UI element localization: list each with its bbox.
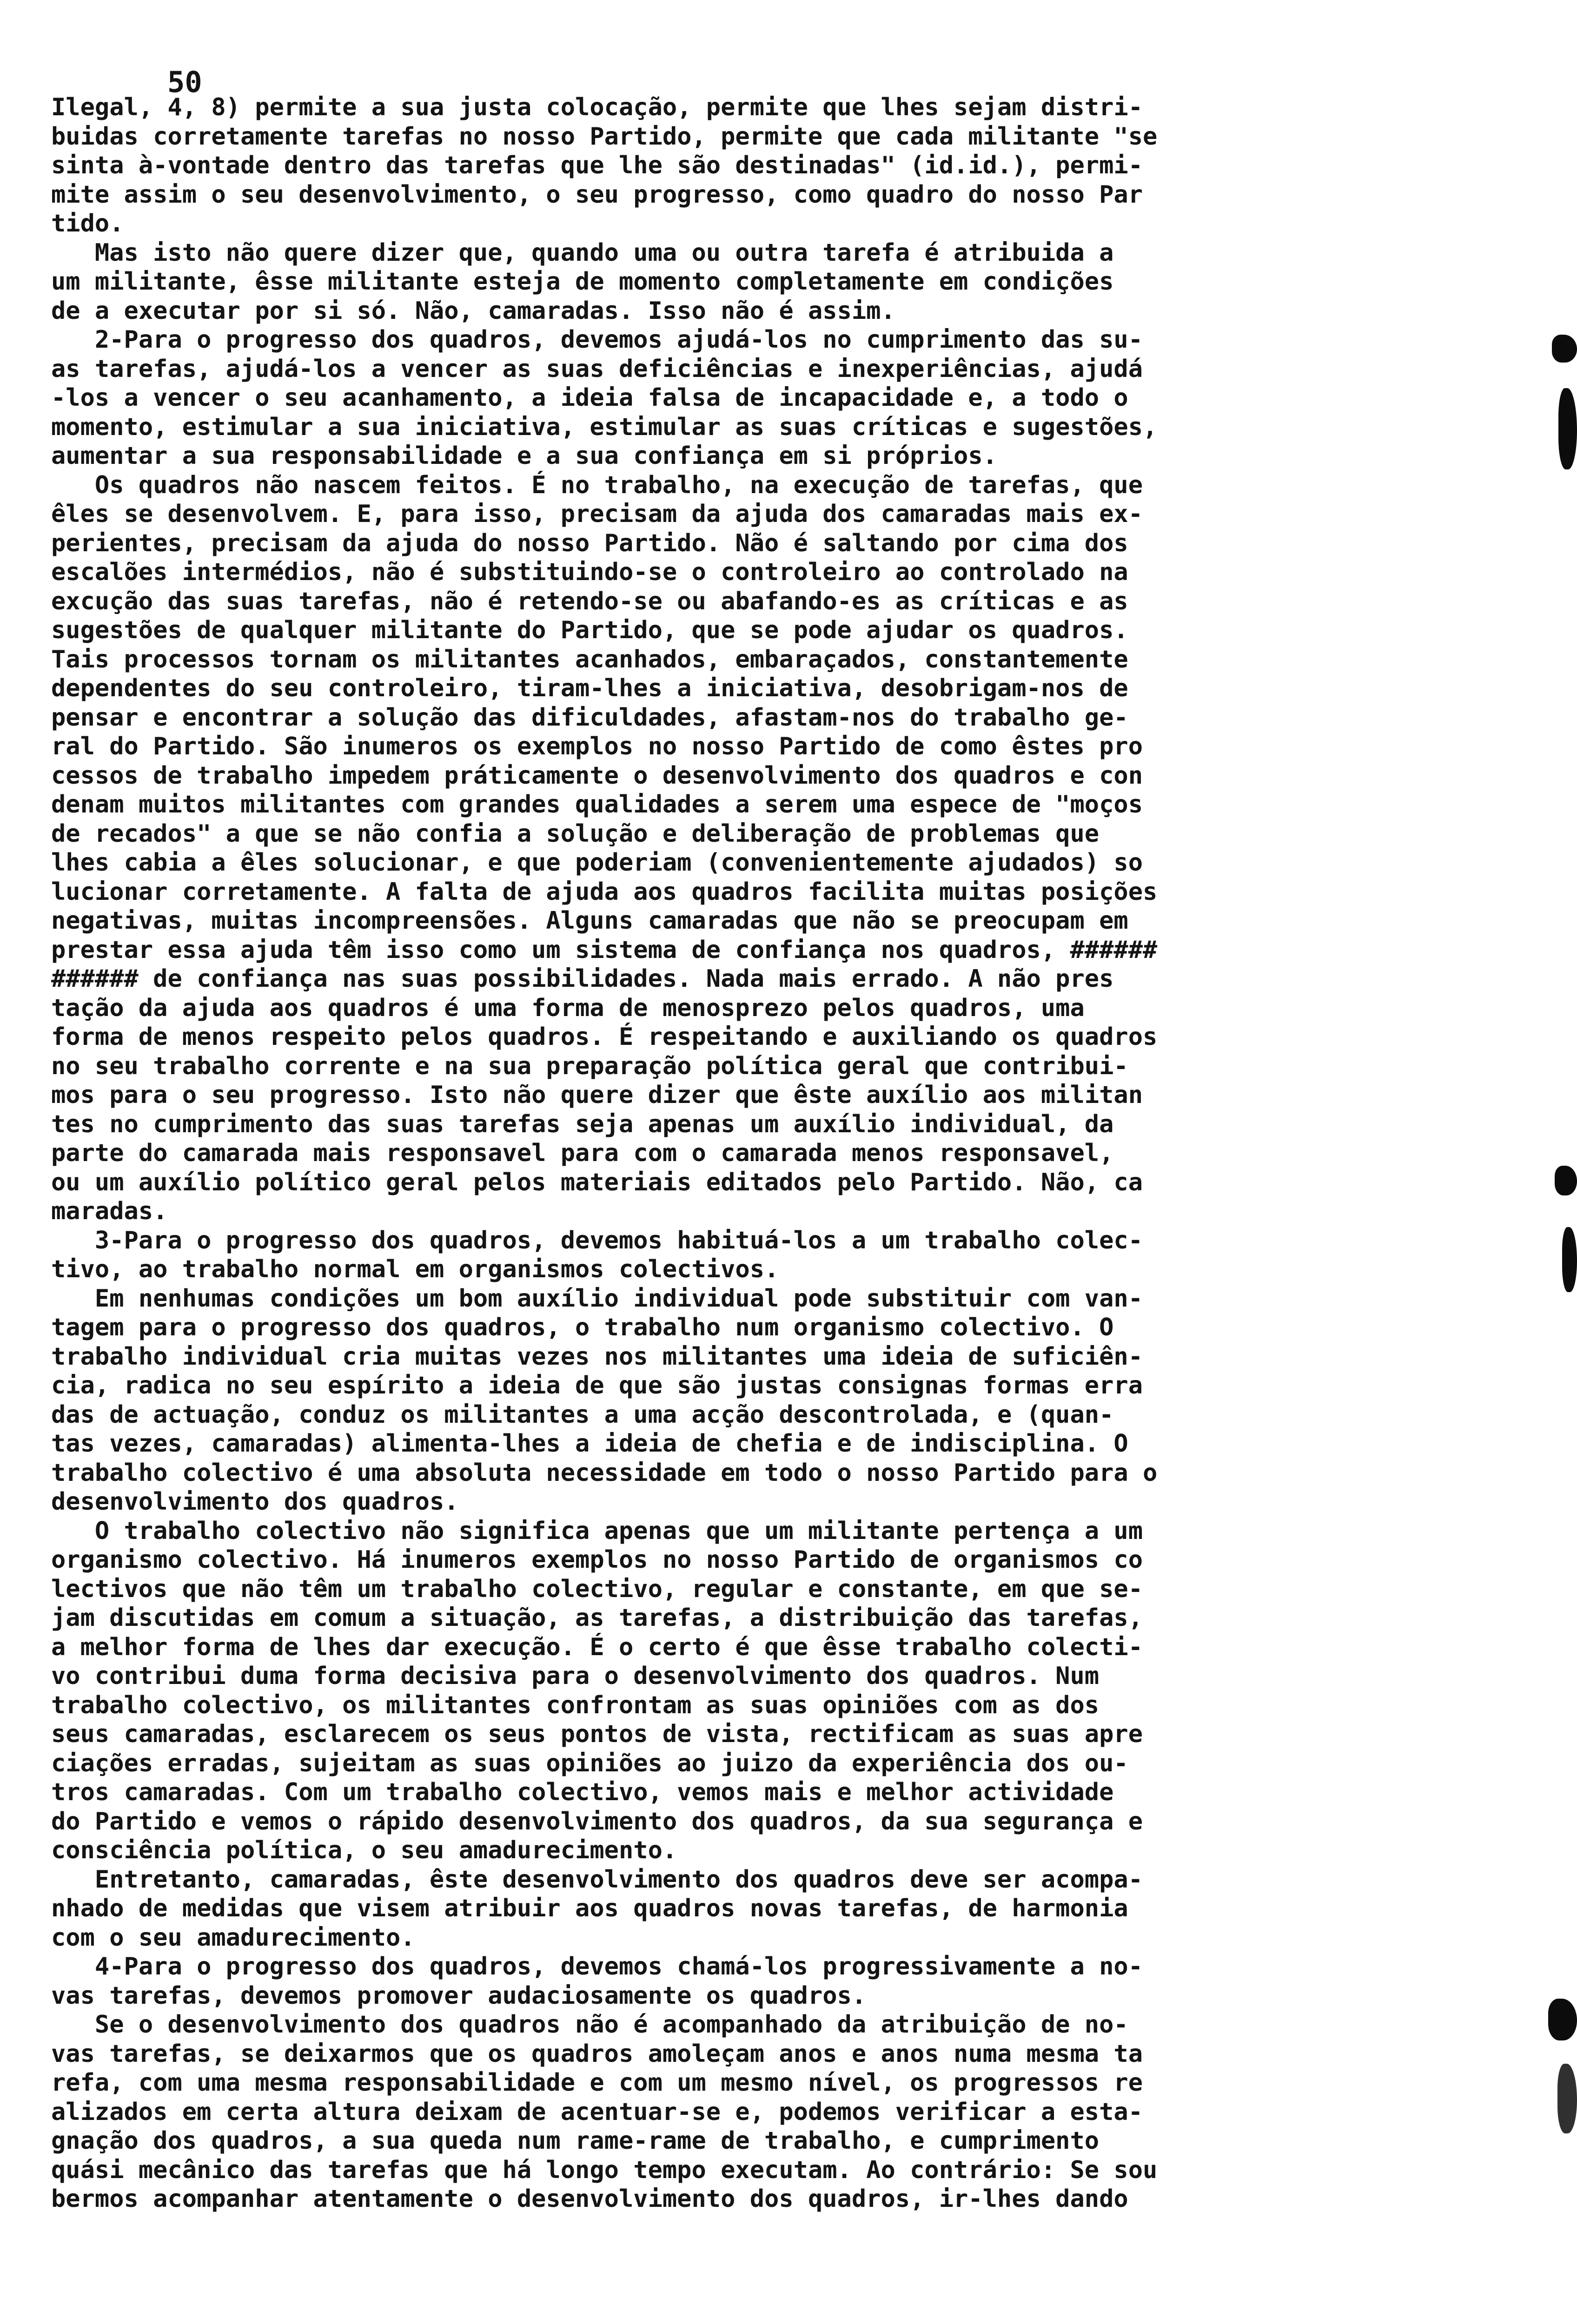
page-number: 50 [167, 65, 202, 99]
binder-hole-mark [1558, 388, 1577, 469]
binder-hole-mark [1548, 1999, 1577, 2040]
binder-hole-mark [1555, 1166, 1577, 1195]
binder-hole-mark [1552, 335, 1577, 363]
document-body-text: Ilegal, 4, 8) permite a sua justa colocação, permite que lhes sejam distri- buidas corretamente tarefas no nosso Partido, permite que cada militante "se sinta à-vontade dentro das tarefas que lhe são destinadas" (id.id.), permi- mite assim o seu desenvolvimento, o seu progresso, como quadro do nosso Par tido. Mas isto não quere dizer que, quando uma ou outra tarefa é atribuida a um militante, êsse militante esteja de momento completamente em condições de a executar por si só. Não, camaradas. Isso não é assim. 2-Para o progresso dos quadros, devemos ajudá-los no cumprimento das su- as tarefas, ajudá-los a vencer as suas deficiências e inexperiências, ajudá -los a vencer o seu acanhamento, a ideia falsa de incapacidade e, a todo o momento, estimular a sua iniciativa, estimular as suas críticas e sugestões, aumentar a sua responsabilidade e a sua confiança em si próprios. Os quadros não nascem feitos. É no trabalho, na execução de tarefas, que êles se desenvolvem. E, para isso, precisam da ajuda dos camaradas mais ex- perientes, precisam da ajuda do nosso Partido. Não é saltando por cima dos escalões intermédios, não é substituindo-se o controleiro ao controlado na excução das suas tarefas, não é retendo-se ou abafando-es as críticas e as sugestões de qualquer militante do Partido, que se pode ajudar os quadros. Tais processos tornam os militantes acanhados, embaraçados, constantemente dependentes do seu controleiro, tiram-lhes a iniciativa, desobrigam-nos de pensar e encontrar a solução das dificuldades, afastam-nos do trabalho ge- ral do Partido. São inumeros os exemplos no nosso Partido de como êstes pro cessos de trabalho impedem práticamente o desenvolvimento dos quadros e con denam muitos militantes com grandes qualidades a serem uma espece de "moços de recados" a que se não confia a solução e deliberação de problemas que lhes cabia a êles solucionar, e que poderiam (convenientemente ajudados) so lucionar corretamente. A falta de ajuda aos quadros facilita muitas posições negativas, muitas incompreensões. Alguns camaradas que não se preocupam em prestar essa ajuda têm isso como um sistema de confiança nos quadros, ###### ###### de confiança nas suas possibilidades. Nada mais errado. A não pres tação da ajuda aos quadros é uma forma de menosprezo pelos quadros, uma forma de menos respeito pelos quadros. É respeitando e auxiliando os quadros no seu trabalho corrente e na sua preparação política geral que contribui- mos para o seu progresso. Isto não quere dizer que êste auxílio aos militan tes no cumprimento das suas tarefas seja apenas um auxílio individual, da parte do camarada mais responsavel para com o camarada menos responsavel, ou um auxílio político geral pelos materiais editados pelo Partido. Não, ca maradas. 3-Para o progresso dos quadros, devemos habituá-los a um trabalho colec- tivo, ao trabalho normal em organismos colectivos. Em nenhumas condições um bom auxílio individual pode substituir com van- tagem para o progresso dos quadros, o trabalho num organismo colectivo. O trabalho individual cria muitas vezes nos militantes uma ideia de suficiên- cia, radica no seu espírito a ideia de que são justas consignas formas erra das de actuação, conduz os militantes a uma acção descontrolada, e (quan- tas vezes, camaradas) alimenta-lhes a ideia de chefia e de indisciplina. O trabalho colectivo é uma absoluta necessidade em todo o nosso Partido para o desenvolvimento dos quadros. O trabalho colectivo não significa apenas que um militante pertença a um organismo colectivo. Há inumeros exemplos no nosso Partido de organismos co lectivos que não têm um trabalho colectivo, regular e constante, em que se- jam discutidas em comum a situação, as tarefas, a distribuição das tarefas, a melhor forma de lhes dar execução. É o certo é que êsse trabalho colecti- vo contribui duma forma decisiva para o desenvolvimento dos quadros. Num trabalho colectivo, os militantes confrontam as suas opiniões com as dos seus camaradas, esclarecem os seus pontos de vista, rectificam as suas apre ciações erradas, sujeitam as suas opiniões ao juizo da experiência dos ou- tros camaradas. Com um trabalho colectivo, vemos mais e melhor actividade do Partido e vemos o rápido desenvolvimento dos quadros, da sua segurança e consciência política, o seu amadurecimento. Entretanto, camaradas, êste desenvolvimento dos quadros deve ser acompa- nhado de medidas que visem atribuir aos quadros novas tarefas, de harmonia com o seu amadurecimento. 4-Para o progresso dos quadros, devemos chamá-los progressivamente a no- vas tarefas, devemos promover audaciosamente os quadros. Se o desenvolvimento dos quadros não é acompanhado da atribuição de no- vas tarefas, se deixarmos que os quadros amoleçam anos e anos numa mesma ta refa, com uma mesma responsabilidade e com um mesmo nível, os progressos re alizados em certa altura deixam de acentuar-se e, podemos verificar a esta- gnação dos quadros, a sua queda num rame-rame de trabalho, e cumprimento quási mecânico das tarefas que há longo tempo executam. Ao contrário: Se sou bermos acompanhar atentamente o desenvolvimento dos quadros, ir-lhes dando [51, 93, 1158, 2213]
binder-hole-mark [1557, 2064, 1577, 2133]
binder-hole-mark [1562, 1227, 1577, 1292]
